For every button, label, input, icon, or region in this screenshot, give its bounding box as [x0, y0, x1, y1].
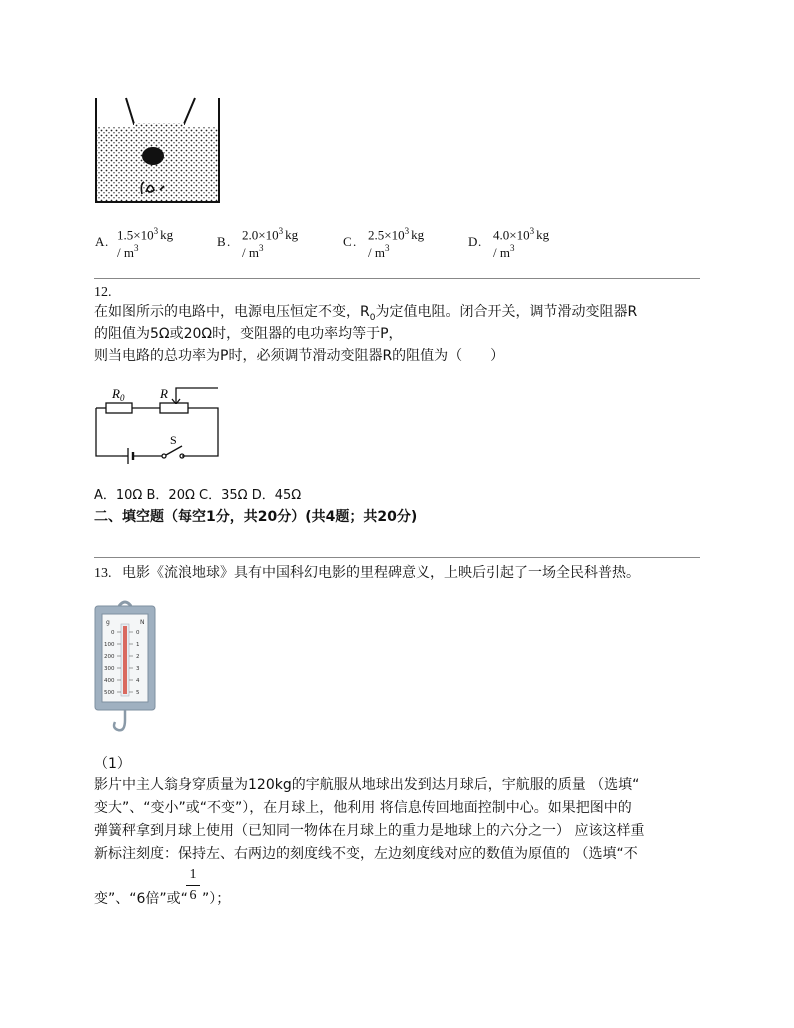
- fraction-one-sixth: [186, 866, 200, 905]
- scale-left-tick: 200: [104, 654, 115, 660]
- option-value-a: $1.5\times 10^3$ kg / $m^3$: [117, 226, 174, 260]
- scale-right-tick: 0: [136, 630, 140, 636]
- q13-p2: 变大”、“变小”或“不变”），在月球上，他利用 将信息传回地面控制中心。如果把图中的: [94, 800, 632, 816]
- scale-right-tick: 4: [136, 678, 140, 684]
- q12-line1: 在如图所示的电路中，电源电压恒定不变，$R_0$为定值电阻。闭合开关，调节滑动变阻器R: [94, 304, 638, 323]
- q13-p5-a: 变”、“6倍”或“: [94, 891, 188, 907]
- scale-left-tick: 100: [104, 642, 115, 648]
- q12-options: A．10Ω B．20Ω C．35Ω D．45Ω: [94, 488, 302, 503]
- scale-left-tick: 300: [104, 666, 115, 672]
- q13-part-label: （1）: [94, 756, 131, 772]
- q12-number: 12.: [94, 285, 112, 300]
- scale-right-tick: 2: [136, 654, 140, 660]
- option-label-c: C: [343, 234, 352, 249]
- q13-p4: 新标注刻度：保持左、右两边的刻度线不变，左边刻度线对应的数值为原值的 （选填“不: [94, 846, 638, 862]
- q13-p3: 弹簧秤拿到月球上使用（已知同一物体在月球上的重力是地球上的六分之一） 应该这样重: [94, 823, 645, 839]
- scale-right-unit: N: [140, 619, 145, 626]
- circuit-diagram: [92, 384, 222, 464]
- q13-p1: 影片中主人翁身穿质量为120kg的宇航服从地球出发到达月球后，宇航服的质量 （选填“: [94, 777, 640, 793]
- spring-scale-figure: [92, 598, 158, 738]
- scale-right-tick: 3: [136, 666, 140, 672]
- option-label-a: A: [95, 234, 105, 249]
- scale-left-tick: 500: [104, 690, 115, 696]
- scale-right-tick: 1: [136, 642, 140, 648]
- option-label-d: D: [468, 234, 478, 249]
- fraction-numerator: 1: [189, 867, 197, 882]
- section-title: 二、填空题（每空1分，共20分）(共4题；共20分): [94, 509, 418, 525]
- q12-line2: 的阻值为5Ω或20Ω时，变阻器的电功率均等于P，: [94, 326, 403, 342]
- option-value-c: $2.5\times 10^3$ kg / $m^3$: [368, 226, 425, 260]
- scale-left-tick: 0: [111, 630, 115, 636]
- divider-q13: [94, 557, 700, 558]
- scale-left-unit: g: [106, 619, 110, 626]
- container-figure: [90, 94, 225, 206]
- option-value-b: $2.0\times 10^3$ kg / $m^3$: [242, 226, 299, 260]
- q12-line3: 则当电路的总功率为P时，必须调节滑动变阻器R的阻值为（ ）: [94, 348, 505, 364]
- option-value-d: $4.0\times 10^3$ kg / $m^3$: [493, 226, 550, 260]
- scale-right-tick: 5: [136, 690, 140, 696]
- circuit-r-label: R: [160, 386, 168, 401]
- divider-q12: [94, 278, 700, 279]
- scale-left-tick: 400: [104, 678, 115, 684]
- option-label-b: B: [217, 234, 226, 249]
- q13-p5-b: ”）；: [202, 891, 231, 907]
- circuit-switch-label: S: [170, 433, 177, 447]
- circuit-r0-label: $R_0$: [112, 386, 125, 403]
- q13-intro: 13. 电影《流浪地球》具有中国科幻电影的里程碑意义，上映后引起了一场全民科普热。: [94, 565, 640, 581]
- fraction-denominator: 6: [189, 888, 197, 903]
